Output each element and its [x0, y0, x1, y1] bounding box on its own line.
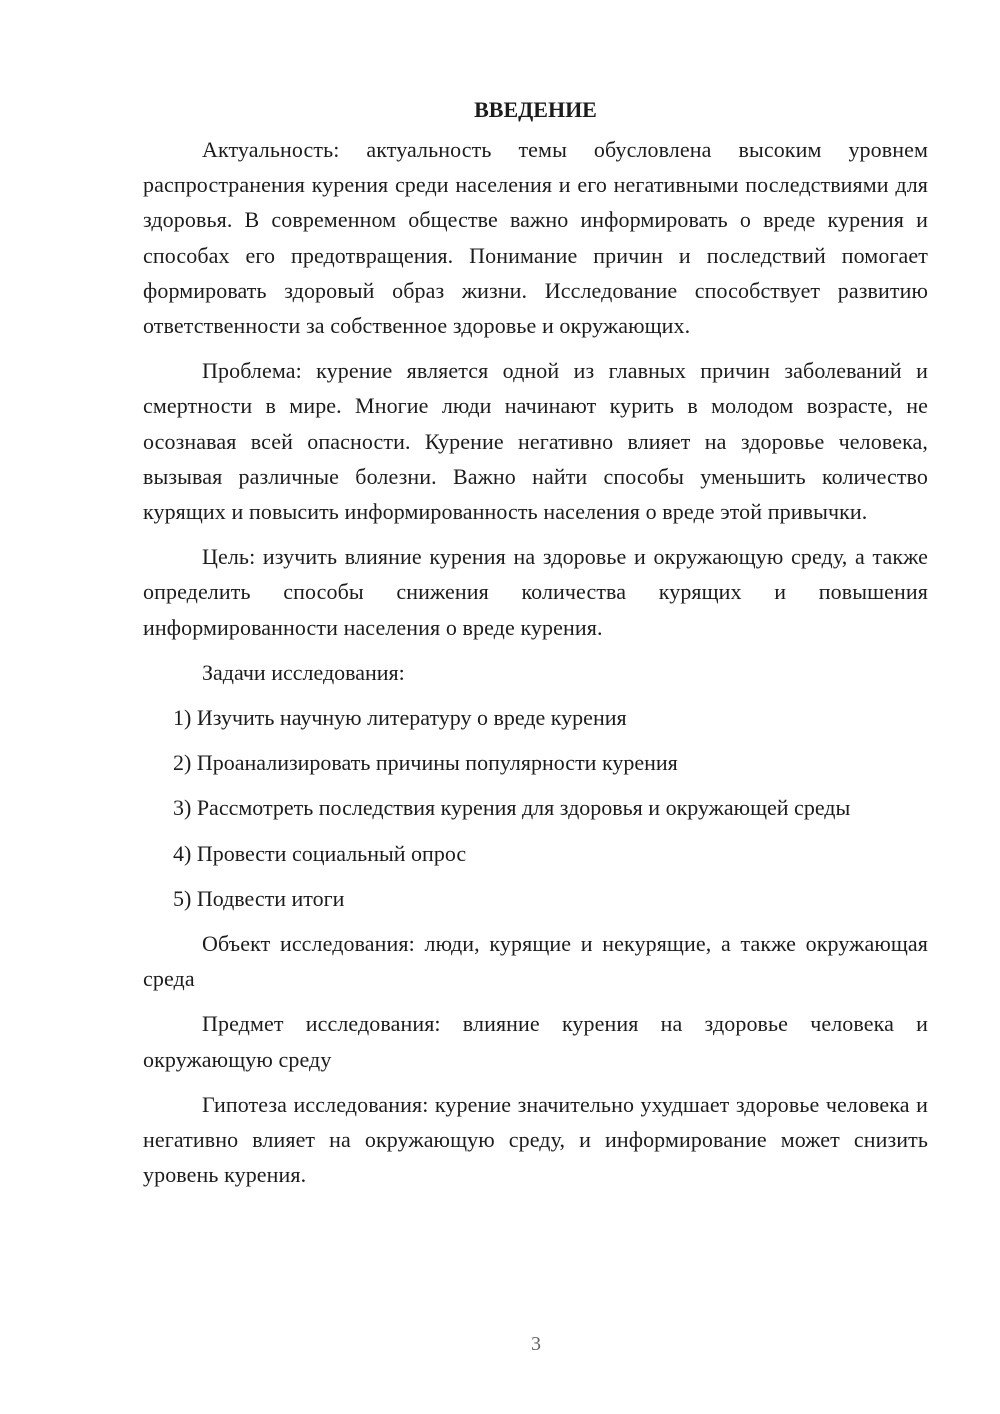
task-item-3: 3) Рассмотреть последствия курения для здоровья и окружающей среды: [173, 795, 851, 821]
document-page: [143, 92, 928, 1202]
page-number: 3: [531, 1333, 541, 1355]
paragraph-object: Объект исследования: люди, курящие и некурящие, а также окружающая среда: [143, 931, 928, 992]
task-item-2: 2) Проанализировать причины популярности курения: [173, 750, 678, 776]
paragraph-hypothesis: Гипотеза исследования: курение значительно ухудшает здоровье человека и негативно влияет на окружающую среду, и информирование может снизить уровень курения.: [143, 1091, 928, 1188]
paragraph-subject: Предмет исследования: влияние курения на здоровье человека и окружающую среду: [143, 1011, 928, 1072]
paragraph-problem: Проблема: курение является одной из главных причин заболеваний и смертности в мире. Многие люди начинают курить в молодом возрасте, не осознавая всей опасности. Курение негативно влияет на здоровье человека, вызывая различные болезни. Важно найти способы уменьшить количество курящих и повысить информированность населения о вреде этой привычки.: [143, 358, 928, 525]
task-item-1: 1) Изучить научную литературу о вреде курения: [173, 705, 627, 731]
paragraph-relevance: Актуальность: актуальность темы обусловлена высоким уровнем распространения курения среди населения и его негативными последствиями для здоровья. В современном обществе важно информировать о вреде курения и способах его предотвращения. Понимание причин и последствий помогает формировать здоровый образ жизни. Исследование способствует развитию ответственности за собственное здоровье и окружающих.: [143, 137, 928, 339]
paragraph-goal: Цель: изучить влияние курения на здоровье и окружающую среду, а также определить способы снижения количества курящих и повышения информированности населения о вреде курения.: [143, 544, 928, 640]
task-item-4: 4) Провести социальный опрос: [173, 840, 467, 866]
tasks-heading: Задачи исследования:: [202, 659, 405, 685]
task-item-5: 5) Подвести итоги: [173, 885, 345, 911]
document-title: ВВЕДЕНИЕ: [474, 97, 597, 122]
